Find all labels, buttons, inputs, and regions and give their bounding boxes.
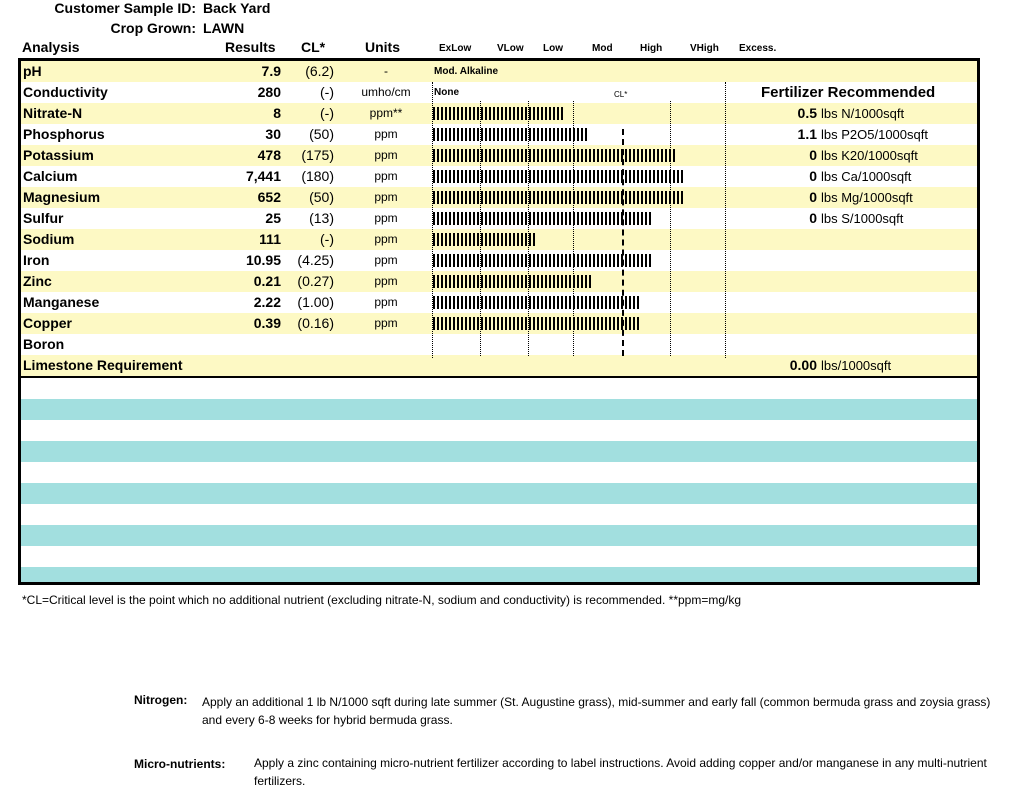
unit: ppm [374,211,398,225]
analysis-name: Nitrate-N [23,105,83,121]
analysis-name: Boron [23,336,65,352]
empty-row [21,378,977,399]
unit: ppm [374,127,398,141]
result-value: 652 [257,189,281,205]
level-bar [433,317,639,330]
level-vhigh: VHigh [690,43,719,54]
level-bar [433,191,683,204]
level-divider [725,82,726,358]
critical-level-footnote: *CL=Critical level is the point which no additional nutrient (excluding nitrate-N, sodium and conductivity) is recommended. **ppm=mg/kg [22,593,742,607]
analysis-name: Iron [23,252,50,268]
level-mod: Mod [592,43,613,54]
col-results: Results [225,39,276,55]
empty-row [21,441,977,462]
table-row [21,187,977,208]
fertilizer-amount [741,292,817,313]
result-value [21,355,281,376]
critical-level-line [622,129,624,356]
level-bar [433,233,536,246]
fertilizer-unit: lbs Mg/1000sqft [821,190,913,205]
level-note: None [434,87,459,98]
table-row [21,145,977,166]
unit: ppm** [369,106,403,120]
unit: ppm [374,295,398,309]
unit: - [384,64,388,78]
critical-level-value: (50) [309,126,334,142]
critical-level-value: (50) [309,189,334,205]
empty-row [21,399,977,420]
fertilizer-amount [741,313,817,334]
unit: ppm [374,148,398,162]
unit: ppm [374,316,398,330]
fertilizer-amount [741,250,817,271]
result-value: 478 [257,147,281,163]
sample-id-value: Back Yard [203,0,271,16]
result-value: 111 [259,231,281,247]
table-row [21,166,977,187]
empty-row [21,525,977,546]
table-row [21,292,977,313]
critical-level-value: (13) [309,210,334,226]
analysis-name: Potassium [23,147,94,163]
critical-level-value: (0.27) [297,273,334,289]
table-row [21,124,977,145]
level-divider [528,101,529,356]
result-value: 280 [257,84,281,100]
result-value [21,334,281,355]
empty-row [21,462,977,483]
level-bar [433,107,563,120]
fertilizer-unit: lbs N/1000sqft [821,106,905,121]
fertilizer-amount: 0 [809,147,817,163]
fertilizer-amount [741,334,817,355]
fertilizer-amount [741,271,817,292]
critical-level-value: (180) [301,168,334,184]
level-divider [480,101,481,356]
critical-level-value: (-) [320,84,334,100]
fertilizer-unit: lbs Ca/1000sqft [821,169,912,184]
empty-row [21,546,977,567]
level-excess: Excess. [739,43,777,54]
fertilizer-amount: 1.1 [797,126,817,142]
table-row [21,334,977,355]
empty-row [21,504,977,525]
result-value: 25 [265,210,281,226]
fertilizer-unit: lbs P2O5/1000sqft [821,127,928,142]
level-low: Low [543,43,563,54]
level-bar [433,170,683,183]
critical-level-value: (175) [301,147,334,163]
level-bar [433,296,639,309]
level-bar [433,149,677,162]
critical-level-value: (-) [320,105,334,121]
level-bar [433,254,652,267]
level-bar [433,128,588,141]
table-row [21,313,977,334]
analysis-name: Limestone Requirement [23,357,183,373]
result-value: 7,441 [245,168,281,184]
unit: ppm [374,253,398,267]
fertilizer-unit: lbs S/1000sqft [821,211,904,226]
result-value: 7.9 [261,63,281,79]
crop-value: LAWN [203,20,245,36]
critical-level-marker: CL* [614,90,628,99]
micronutrients-label: Micro-nutrients: [134,757,226,771]
fertilizer-amount: 0 [809,168,817,184]
critical-level-value: (4.25) [297,252,334,268]
unit: umho/cm [361,85,411,99]
result-value: 10.95 [245,252,281,268]
unit: ppm [374,190,398,204]
unit [341,334,431,355]
critical-level-value: (0.16) [297,315,334,331]
analysis-name: Sulfur [23,210,64,226]
empty-row [21,420,977,441]
fertilizer-header: Fertilizer Recommended [761,84,936,101]
fertilizer-amount: 0 [809,210,817,226]
analysis-name: Copper [23,315,72,331]
level-divider [432,82,433,358]
unit: ppm [374,274,398,288]
level-divider [670,101,671,356]
table-row [21,250,977,271]
critical-level-value: (-) [320,231,334,247]
analysis-name: Phosphorus [23,126,105,142]
fertilizer-amount [741,229,817,250]
nitrogen-label: Nitrogen: [134,693,188,707]
crop-label: Crop Grown: [110,20,196,36]
nitrogen-text: Apply an additional 1 lb N/1000 sqft during late summer (St. Augustine grass), mid-summer and early fall (common bermuda grass and zoysia grass) and every 6-8 weeks for hybrid bermuda grass. [202,695,991,727]
soil-analysis-table [18,58,980,585]
result-value: 2.22 [253,294,281,310]
sample-id-label: Customer Sample ID: [54,0,196,16]
fertilizer-amount: 0 [809,189,817,205]
fertilizer-amount [741,61,817,82]
result-value: 0.21 [253,273,281,289]
analysis-name: Sodium [23,231,75,247]
critical-level-value: (1.00) [297,294,334,310]
empty-row [21,483,977,504]
fertilizer-amount: 0.5 [797,105,817,121]
table-row [21,61,977,82]
analysis-name: Magnesium [23,189,101,205]
level-exlow: ExLow [439,43,472,54]
table-row [21,271,977,292]
analysis-name: Conductivity [23,84,108,100]
unit: ppm [374,232,398,246]
result-value: 0.39 [253,315,281,331]
result-value: 8 [273,105,281,121]
col-analysis: Analysis [22,39,80,55]
col-cl: CL* [301,39,326,55]
level-bar [433,275,591,288]
unit: ppm [374,169,398,183]
fertilizer-unit: lbs/1000sqft [821,358,892,373]
critical-level-value [286,355,334,376]
level-high: High [640,43,663,54]
level-note: Mod. Alkaline [434,66,499,77]
analysis-name: Calcium [23,168,78,184]
analysis-name: pH [23,63,42,79]
critical-level-value [286,334,334,355]
fertilizer-amount: 0.00 [789,357,817,373]
result-value: 30 [265,126,281,142]
table-row [21,229,977,250]
unit [341,355,431,376]
table-row [21,103,977,124]
empty-row [21,567,977,585]
fertilizer-unit: lbs K20/1000sqft [821,148,918,163]
critical-level-value: (6.2) [305,63,334,79]
analysis-name: Zinc [23,273,52,289]
table-row [21,208,977,229]
level-divider [573,101,574,356]
micronutrients-text: Apply a zinc containing micro-nutrient fertilizer according to label instructions. Avoid adding copper and/or manganese in any multi-nutrient fertilizers. [254,756,987,788]
analysis-name: Manganese [23,294,100,310]
col-units: Units [365,39,400,55]
table-divider [21,376,977,378]
level-bar [433,212,652,225]
level-vlow: VLow [497,43,524,54]
table-row [21,355,977,376]
